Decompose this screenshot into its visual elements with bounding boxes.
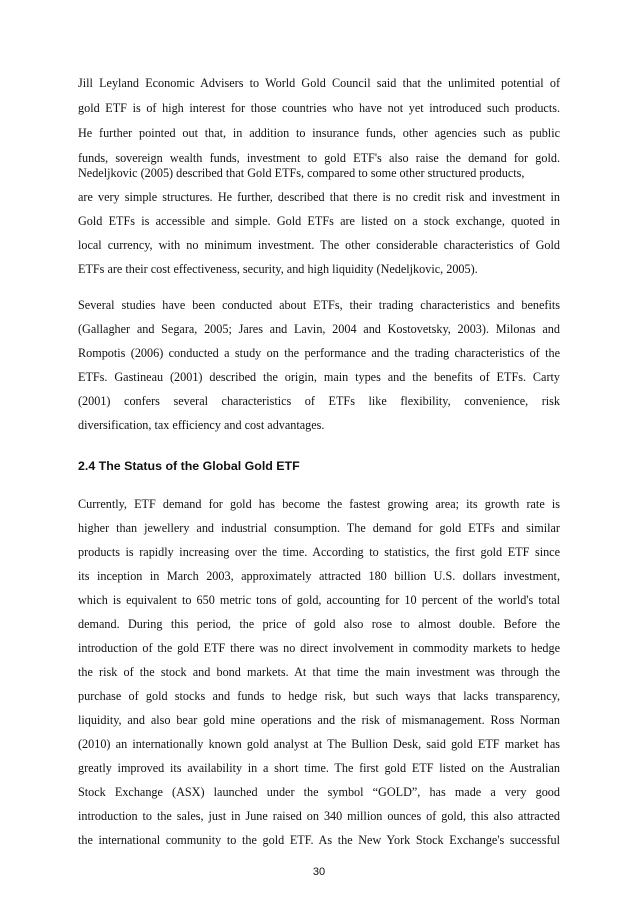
text-line: purchase of gold stocks and funds to hedge risk, but such ways that lacks transparency, bbox=[78, 689, 560, 703]
text-line: funds, sovereign wealth funds, investment to gold ETF's also raise the demand for gold. bbox=[78, 151, 560, 165]
text-line: are very simple structures. He further, described that there is no credit risk and investment in bbox=[78, 190, 560, 204]
text-line: higher than jewellery and industrial consumption. The demand for gold ETFs and similar bbox=[78, 521, 560, 535]
text-line: Jill Leyland Economic Advisers to World Gold Council said that the unlimited potential of bbox=[78, 76, 560, 90]
text-line: greatly improved its availability in a short time. The first gold ETF listed on the Australian bbox=[78, 761, 560, 775]
text-line: products is rapidly increasing over the time. According to statistics, the first gold ETF since bbox=[78, 545, 560, 559]
text-line: Stock Exchange (ASX) launched under the symbol “GOLD”, has made a very good bbox=[78, 785, 560, 799]
text-line: local currency, with no minimum investment. The other considerable characteristics of Gold bbox=[78, 238, 560, 252]
section-heading: 2.4 The Status of the Global Gold ETF bbox=[78, 459, 300, 473]
text-line: (Gallagher and Segara, 2005; Jares and Lavin, 2004 and Kostovetsky, 2003). Milonas and bbox=[78, 322, 560, 336]
text-line: Nedeljkovic (2005) described that Gold ETFs, compared to some other structured products, bbox=[78, 166, 525, 180]
page-number: 30 bbox=[312, 866, 326, 878]
text-line: which is equivalent to 650 metric tons of gold, accounting for 10 percent of the world's total bbox=[78, 593, 560, 607]
text-line: ETFs. Gastineau (2001) described the origin, main types and the benefits of ETFs. Carty bbox=[78, 370, 560, 384]
text-line: Currently, ETF demand for gold has become the fastest growing area; its growth rate is bbox=[78, 497, 560, 511]
text-line: Rompotis (2006) conducted a study on the performance and the trading characteristics of the bbox=[78, 346, 560, 360]
text-line: demand. During this period, the price of gold also rose to almost double. Before the bbox=[78, 617, 560, 631]
text-line: (2001) confers several characteristics of ETFs like flexibility, convenience, risk bbox=[78, 394, 560, 408]
text-line: Several studies have been conducted about ETFs, their trading characteristics and benefits bbox=[78, 298, 560, 312]
text-line: ETFs are their cost effectiveness, security, and high liquidity (Nedeljkovic, 2005). bbox=[78, 262, 478, 276]
text-line: the risk of the stock and bond markets. At that time the main investment was through the bbox=[78, 665, 560, 679]
text-line: diversification, tax efficiency and cost advantages. bbox=[78, 418, 325, 432]
text-line: liquidity, and also bear gold mine operations and the risk of mismanagement. Ross Norman bbox=[78, 713, 560, 727]
text-line: the international community to the gold ETF. As the New York Stock Exchange's successful bbox=[78, 833, 560, 847]
text-line: (2010) an internationally known gold analyst at The Bullion Desk, said gold ETF market has bbox=[78, 737, 560, 751]
text-line: introduction to the sales, just in June raised on 340 million ounces of gold, this also attracted bbox=[78, 809, 560, 823]
text-line: He further pointed out that, in addition to insurance funds, other agencies such as public bbox=[78, 126, 560, 140]
text-line: gold ETF is of high interest for those countries who have not yet introduced such products. bbox=[78, 101, 560, 115]
text-line: Gold ETFs is accessible and simple. Gold ETFs are listed on a stock exchange, quoted in bbox=[78, 214, 560, 228]
text-line: introduction of the gold ETF there was no direct involvement in commodity markets to hedge bbox=[78, 641, 560, 655]
text-line: its inception in March 2003, approximately attracted 180 billion U.S. dollars investment, bbox=[78, 569, 560, 583]
